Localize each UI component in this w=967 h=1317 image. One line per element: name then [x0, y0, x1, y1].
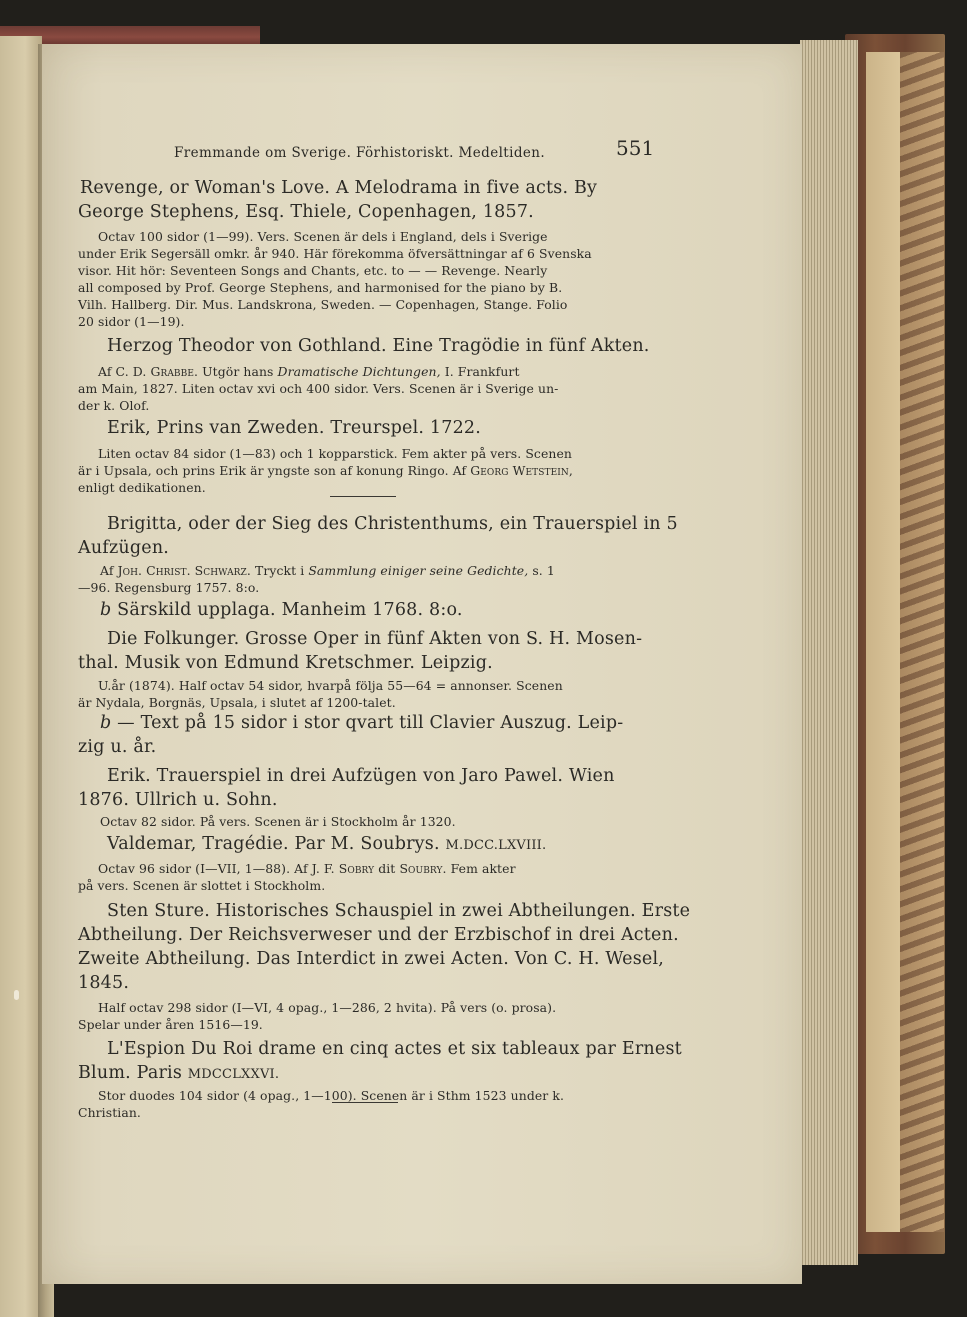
- entry-note-espion-1: Stor duodes 104 sidor (4 opag., 1—100). Scenen är i Sthm 1523 under k.: [98, 1088, 564, 1103]
- entry-title-sten-sture-1: Sten Sture. Historisches Schauspiel in zwei Abtheilungen. Erste: [107, 901, 691, 921]
- running-head: Fremmande om Sverige. Förhistoriskt. Medeltiden.: [174, 145, 546, 161]
- entry-note-revenge-6: 20 sidor (1—19).: [78, 314, 185, 329]
- entry-title-herzog: Herzog Theodor von Gothland. Eine Tragödie in fünf Akten.: [107, 336, 650, 356]
- entry-note-herzog-1: Af C. D. Grabbe. Utgör hans Dramatische Dichtungen, I. Frankfurt: [98, 364, 520, 379]
- entry-note-sten-sture-2: Spelar under åren 1516—19.: [78, 1017, 263, 1032]
- entry-note-erik-1: Liten octav 84 sidor (1—83) och 1 kopparstick. Fem akter på vers. Scenen: [98, 446, 572, 461]
- entry-note-revenge-2: under Erik Segersäll omkr. år 940. Här förekomma öfversättningar af 6 Svenska: [78, 246, 592, 261]
- entry-title-folkunger-1: Die Folkunger. Grosse Oper in fünf Akten von S. H. Mosen-: [107, 629, 643, 649]
- entry-note-brigitta-2: —96. Regensburg 1757. 8:o.: [78, 580, 260, 595]
- entry-note-erik-2: är i Upsala, och prins Erik är yngste son af konung Ringo. Af Georg Wetstein,: [78, 463, 573, 478]
- section-rule: [330, 496, 396, 497]
- entry-title-brigitta-1: Brigitta, oder der Sieg des Christenthums, ein Trauerspiel in 5: [107, 514, 678, 534]
- entry-title-brigitta-2: Aufzügen.: [78, 538, 170, 558]
- entry-title-revenge-1: Revenge, or Woman's Love. A Melodrama in five acts. By: [80, 178, 598, 198]
- entry-note-folkunger-1: U.år (1874). Half octav 54 sidor, hvarpå följa 55—64 = annonser. Scenen: [98, 678, 563, 693]
- entry-note-espion-2: Christian.: [78, 1105, 141, 1120]
- page-number: 551: [616, 136, 655, 160]
- entry-title-sten-sture-4: 1845.: [78, 973, 130, 993]
- entry-title-sten-sture-2: Abtheilung. Der Reichsverweser und der Erzbischof in drei Acten.: [78, 925, 679, 945]
- entry-note-herzog-2: am Main, 1827. Liten octav xvi och 400 sidor. Vers. Scenen är i Sverige un-: [78, 381, 559, 396]
- book-page: [42, 44, 802, 1284]
- entry-title-sten-sture-3: Zweite Abtheilung. Das Interdict in zwei Acten. Von C. H. Wesel,: [78, 949, 665, 969]
- entry-title-revenge-2: George Stephens, Esq. Thiele, Copenhagen, 1857.: [78, 202, 534, 222]
- entry-variant-folkunger-b-2: zig u. år.: [78, 737, 157, 757]
- entry-note-sten-sture-1: Half octav 298 sidor (I—VI, 4 opag., 1—286, 2 hvita). På vers (o. prosa).: [98, 1000, 557, 1015]
- section-rule-end: [332, 1102, 398, 1103]
- entry-title-valdemar: Valdemar, Tragédie. Par M. Soubrys. M.DCC.LXVIII.: [107, 834, 547, 854]
- entry-note-valdemar-1: Octav 96 sidor (I—VII, 1—88). Af J. F. Sobry dit Soubry. Fem akter: [98, 861, 516, 876]
- entry-title-erik-trauerspiel-1: Erik. Trauerspiel in drei Aufzügen von Jaro Pawel. Wien: [107, 766, 615, 786]
- entry-title-espion-2: Blum. Paris MDCCLXXVI.: [78, 1063, 280, 1083]
- entry-note-revenge-4: all composed by Prof. George Stephens, and harmonised for the piano by B.: [78, 280, 563, 295]
- entry-variant-brigitta-b: b Särskild upplaga. Manheim 1768. 8:o.: [100, 600, 463, 620]
- entry-title-erik-trauerspiel-2: 1876. Ullrich u. Sohn.: [78, 790, 278, 810]
- entry-note-revenge-5: Vilh. Hallberg. Dir. Mus. Landskrona, Sweden. — Copenhagen, Stange. Folio: [78, 297, 568, 312]
- page-edges: [800, 40, 858, 1265]
- entry-note-revenge-1: Octav 100 sidor (1—99). Vers. Scenen är dels i England, dels i Sverige: [98, 229, 548, 244]
- marbled-cover: [900, 52, 944, 1232]
- entry-note-erik-trauerspiel: Octav 82 sidor. På vers. Scenen är i Stockholm år 1320.: [100, 814, 456, 829]
- entry-note-herzog-3: der k. Olof.: [78, 398, 150, 413]
- entry-note-revenge-3: visor. Hit hör: Seventeen Songs and Chants, etc. to — — Revenge. Nearly: [78, 263, 548, 278]
- entry-title-erik-prins: Erik, Prins van Zweden. Treurspel. 1722.: [107, 418, 482, 438]
- entry-variant-folkunger-b-1: b — Text på 15 sidor i stor qvart till Clavier Auszug. Leip-: [100, 713, 624, 733]
- entry-title-espion-1: L'Espion Du Roi drame en cinq actes et six tableaux par Ernest: [107, 1039, 682, 1059]
- entry-note-valdemar-2: på vers. Scenen är slottet i Stockholm.: [78, 878, 326, 893]
- left-facing-page: [0, 36, 42, 1317]
- entry-note-folkunger-2: är Nydala, Borgnäs, Upsala, i slutet af 1200-talet.: [78, 695, 396, 710]
- entry-note-brigitta-1: Af Joh. Christ. Schwarz. Tryckt i Sammlung einiger seine Gedichte, s. 1: [100, 563, 555, 578]
- entry-title-folkunger-2: thal. Musik von Edmund Kretschmer. Leipzig.: [78, 653, 493, 673]
- entry-note-erik-3: enligt dedikationen.: [78, 480, 206, 495]
- paper-speck: [14, 990, 19, 1000]
